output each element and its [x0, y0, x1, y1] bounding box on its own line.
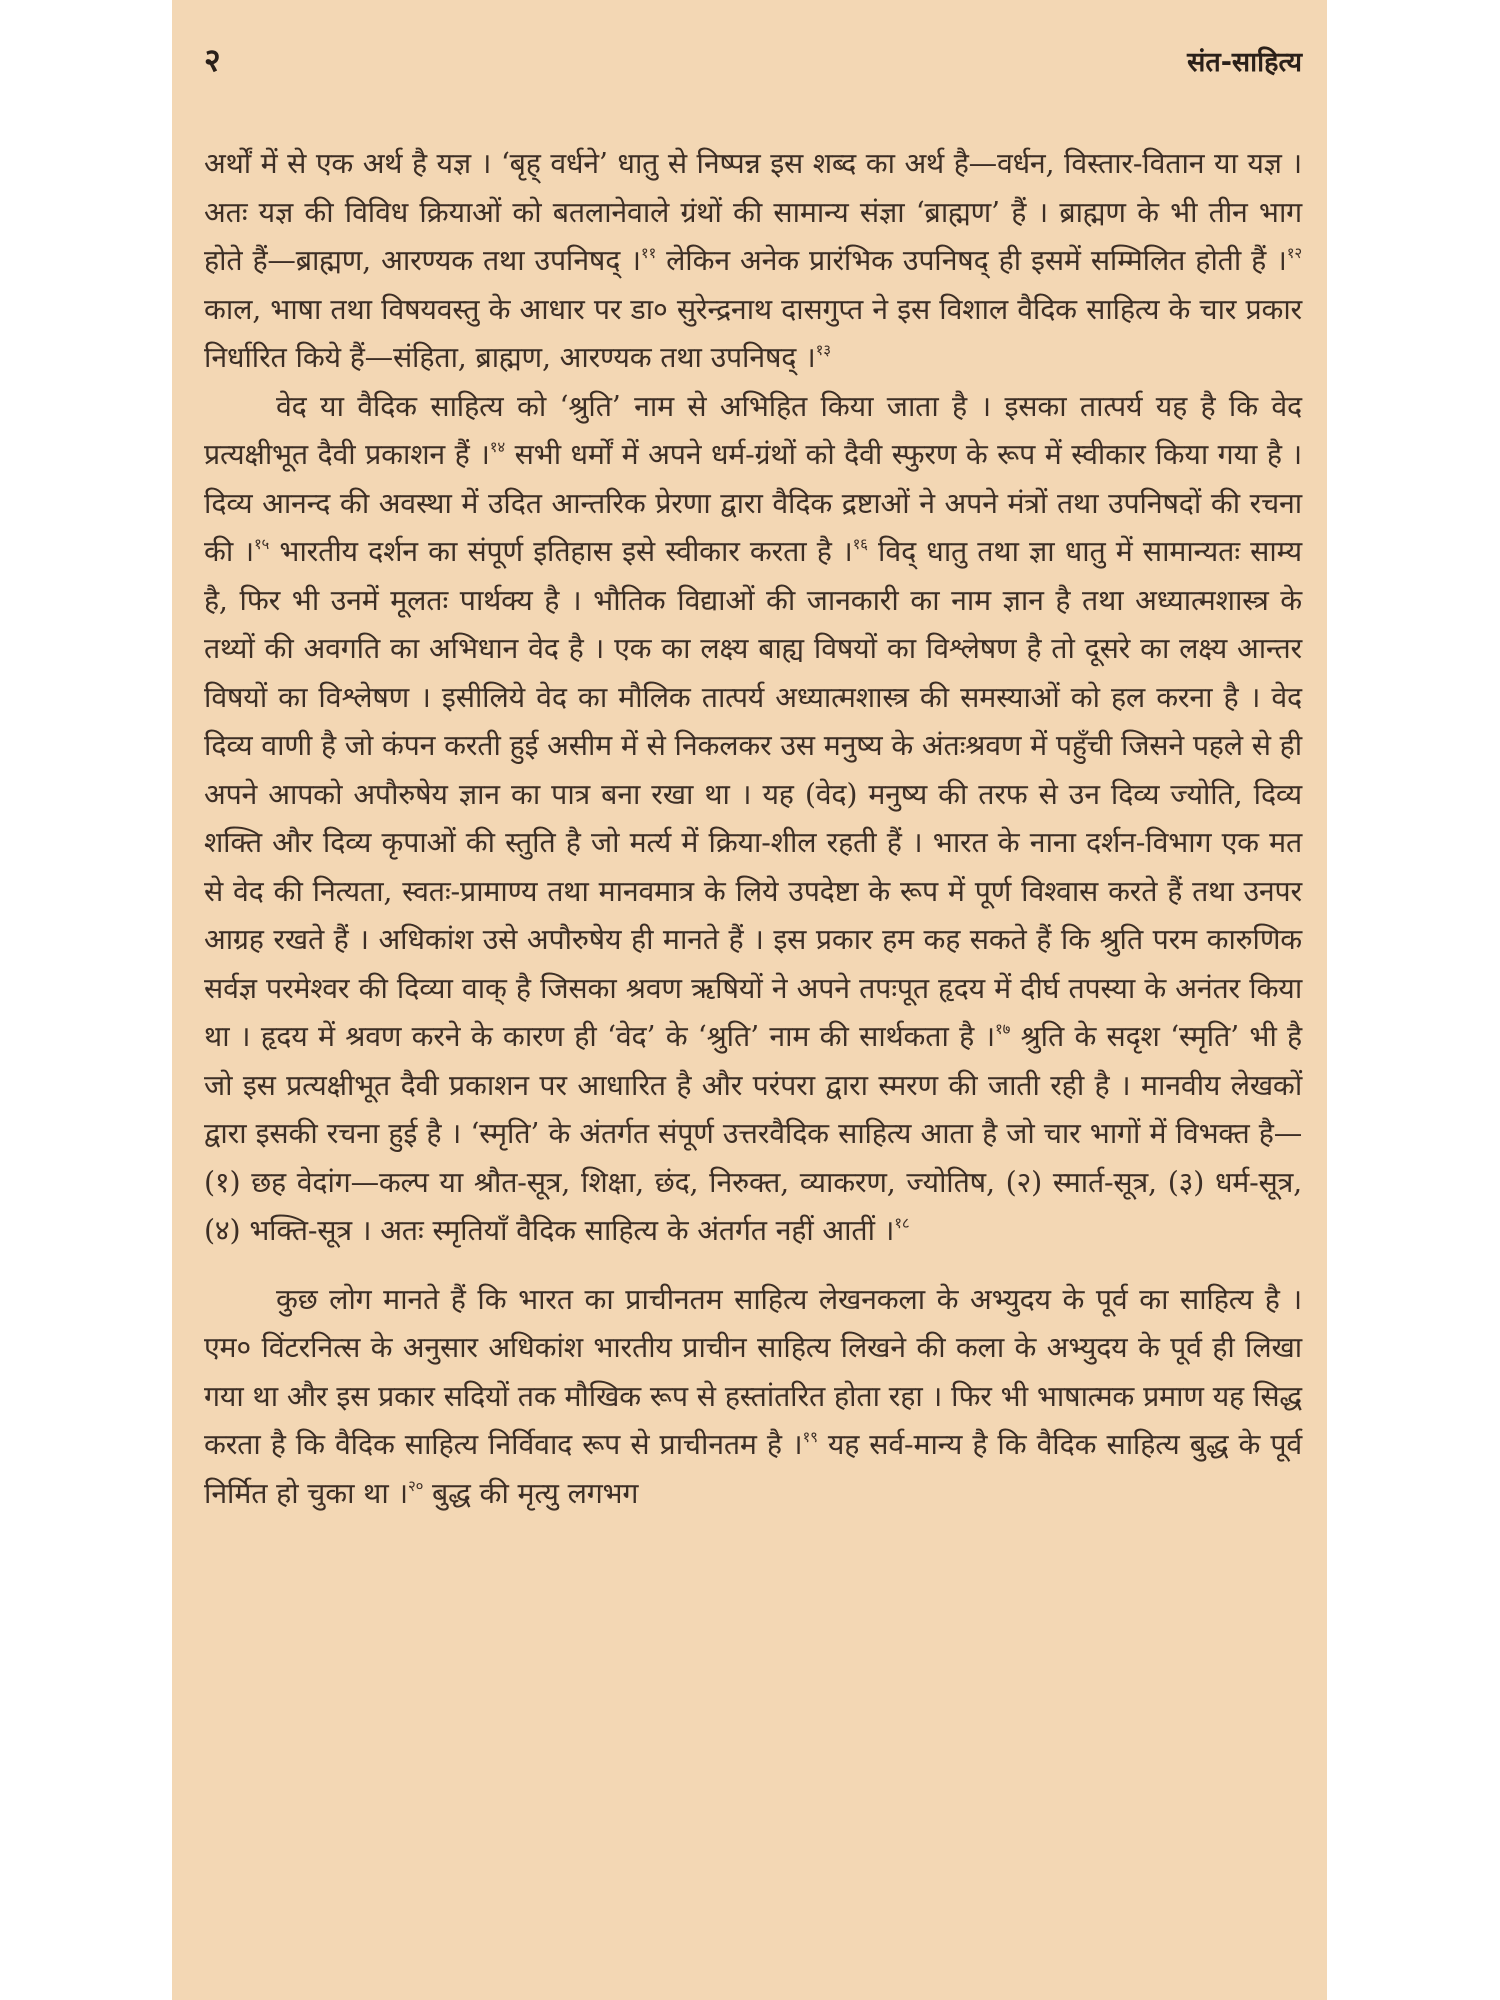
- footnote-ref: १२: [1286, 244, 1302, 262]
- text-run: वेद या वैदिक साहित्य को ‘श्रुति’ नाम से अभिहित किया जाता है । इसका तात्पर्य यह है कि वेद प्रत्यक्षीभूत दैवी प्रकाशन हैं ।: [204, 389, 1302, 471]
- running-head: संत-साहित्य: [1187, 47, 1302, 78]
- text-run: काल, भाषा तथा विषयवस्तु के आधार पर डा० सुरेन्द्रनाथ दासगुप्त ने इस विशाल वैदिक साहित्य के चार प्रकार निर्धारित किये हैं—संहिता, ब्राह्मण, आरण्यक तथा उपनिषद् ।: [204, 292, 1302, 374]
- text-run: सभी धर्मों में अपने धर्म-ग्रंथों को दैवी स्फुरण के रूप में स्वीकार किया गया है । दिव्य आनन्द की अवस्था में उदित आन्तरिक प्रेरणा द्वारा वैदिक द्रष्टाओं ने अपने मंत्रों तथा उपनिषदों की रचना की ।: [204, 438, 1302, 568]
- page-number: २: [204, 41, 221, 79]
- paragraph: [204, 140, 1302, 383]
- text-run: विद् धातु तथा ज्ञा धातु में सामान्यतः साम्य है, फिर भी उनमें मूलतः पार्थक्य है । भौतिक विद्याओं की जानकारी का नाम ज्ञान है तथा अध्यात्मशास्त्र के तथ्यों की अवगति का अभिधान वेद है । एक का लक्ष्य बाह्य विषयों का विश्लेषण है तो दूसरे का लक्ष्य आन्तर विषयों का विश्लेषण । इसीलिये वेद का मौलिक तात्पर्य अध्यात्मशास्त्र की समस्याओं को हल करना है । वेद दिव्य वाणी है जो कंपन करती हुई असीम में से निकलकर उस मनुष्य के अंतःश्रवण में पहुँची जिसने पहले से ही अपने आपको अपौरुषेय ज्ञान का पात्र बना रखा था । यह (वेद) मनुष्य की तरफ से उन दिव्य ज्योति, दिव्य शक्ति और दिव्य कृपाओं की स्तुति है जो मर्त्य में क्रिया-शील रहती हैं । भारत के नाना दर्शन-विभाग एक मत से वेद की नित्यता, स्वतः-प्रामाण्य तथा मानवमात्र के लिये उपदेष्टा के रूप में पूर्ण विश्वास करते हैं तथा उनपर आग्रह रखते हैं । अधिकांश उसे अपौरुषेय ही मानते हैं । इस प्रकार हम कह सकते हैं कि श्रुति परम कारुणिक सर्वज्ञ परमेश्वर की दिव्या वाक् है जिसका श्रवण ऋषियों ने अपने तपःपूत हृदय में दीर्घ तपस्या के अनंतर किया था । हृदय में श्रवण करने के कारण ही ‘वेद’ के ‘श्रुति’ नाम की सार्थकता है ।: [204, 535, 1303, 1053]
- book-page: [172, 0, 1327, 2000]
- footnote-ref: ११: [640, 244, 657, 262]
- paragraph: [204, 1276, 1302, 1519]
- text-run: लेकिन अनेक प्रारंभिक उपनिषद् ही इसमें सम्मिलित होती हैं ।: [656, 244, 1287, 277]
- page-header: [204, 38, 1302, 98]
- body-text: [204, 140, 1302, 1518]
- footnote-ref: १९: [802, 1428, 818, 1446]
- footnote-ref: १८: [894, 1214, 910, 1232]
- text-run: श्रुति के सदृश ‘स्मृति’ भी है जो इस प्रत्यक्षीभूत दैवी प्रकाशन पर आधारित है और परंपरा द्वारा स्मरण की जाती रही है । मानवीय लेखकों द्वारा इसकी रचना हुई है । ‘स्मृति’ के अंतर्गत संपूर्ण उत्तरवैदिक साहित्य आता है जो चार भागों में विभक्त है—(१) छह वेदांग—कल्प या श्रौत-सूत्र, शिक्षा, छंद, निरुक्त, व्याकरण, ज्योतिष, (२) स्मार्त-सूत्र, (३) धर्म-सूत्र, (४) भक्ति-सूत्र । अतः स्मृतियाँ वैदिक साहित्य के अंतर्गत नहीं आतीं ।: [204, 1020, 1302, 1247]
- paragraph: [204, 383, 1302, 1256]
- footnote-ref: १७: [995, 1020, 1011, 1038]
- text-run: यह सर्व-मान्य है कि वैदिक साहित्य बुद्ध के पूर्व निर्मित हो चुका था ।: [204, 1428, 1302, 1510]
- footnote-ref: १३: [815, 341, 831, 359]
- footnote-ref: १५: [253, 535, 270, 553]
- footnote-ref: १६: [852, 535, 868, 553]
- footnote-ref: १४: [489, 438, 505, 456]
- text-run: अर्थों में से एक अर्थ है यज्ञ । ‘बृह् वर्धने’ धातु से निष्पन्न इस शब्द का अर्थ है—वर्धन, विस्तार-वितान या यज्ञ । अतः यज्ञ की विविध क्रियाओं को बतलानेवाले ग्रंथों की सामान्य संज्ञा ‘ब्राह्मण’ हैं । ब्राह्मण के भी तीन भाग होते हैं—ब्राह्मण, आरण्यक तथा उपनिषद् ।: [204, 147, 1302, 277]
- text-run: भारतीय दर्शन का संपूर्ण इतिहास इसे स्वीकार करता है ।: [269, 535, 853, 568]
- text-run: बुद्ध की मृत्यु लगभग: [423, 1476, 639, 1510]
- text-run: कुछ लोग मानते हैं कि भारत का प्राचीनतम साहित्य लेखनकला के अभ्युदय के पूर्व का साहित्य है । एम० विंटरनित्स के अनुसार अधिकांश भारतीय प्राचीन साहित्य लिखने की कला के अभ्युदय के पूर्व ही लिखा गया था और इस प्रकार सदियों तक मौखिक रूप से हस्तांतरित होता रहा । फिर भी भाषात्मक प्रमाण यह सिद्ध करता है कि वैदिक साहित्य निर्विवाद रूप से प्राचीनतम है ।: [204, 1282, 1302, 1461]
- footnote-ref: २०: [407, 1476, 424, 1495]
